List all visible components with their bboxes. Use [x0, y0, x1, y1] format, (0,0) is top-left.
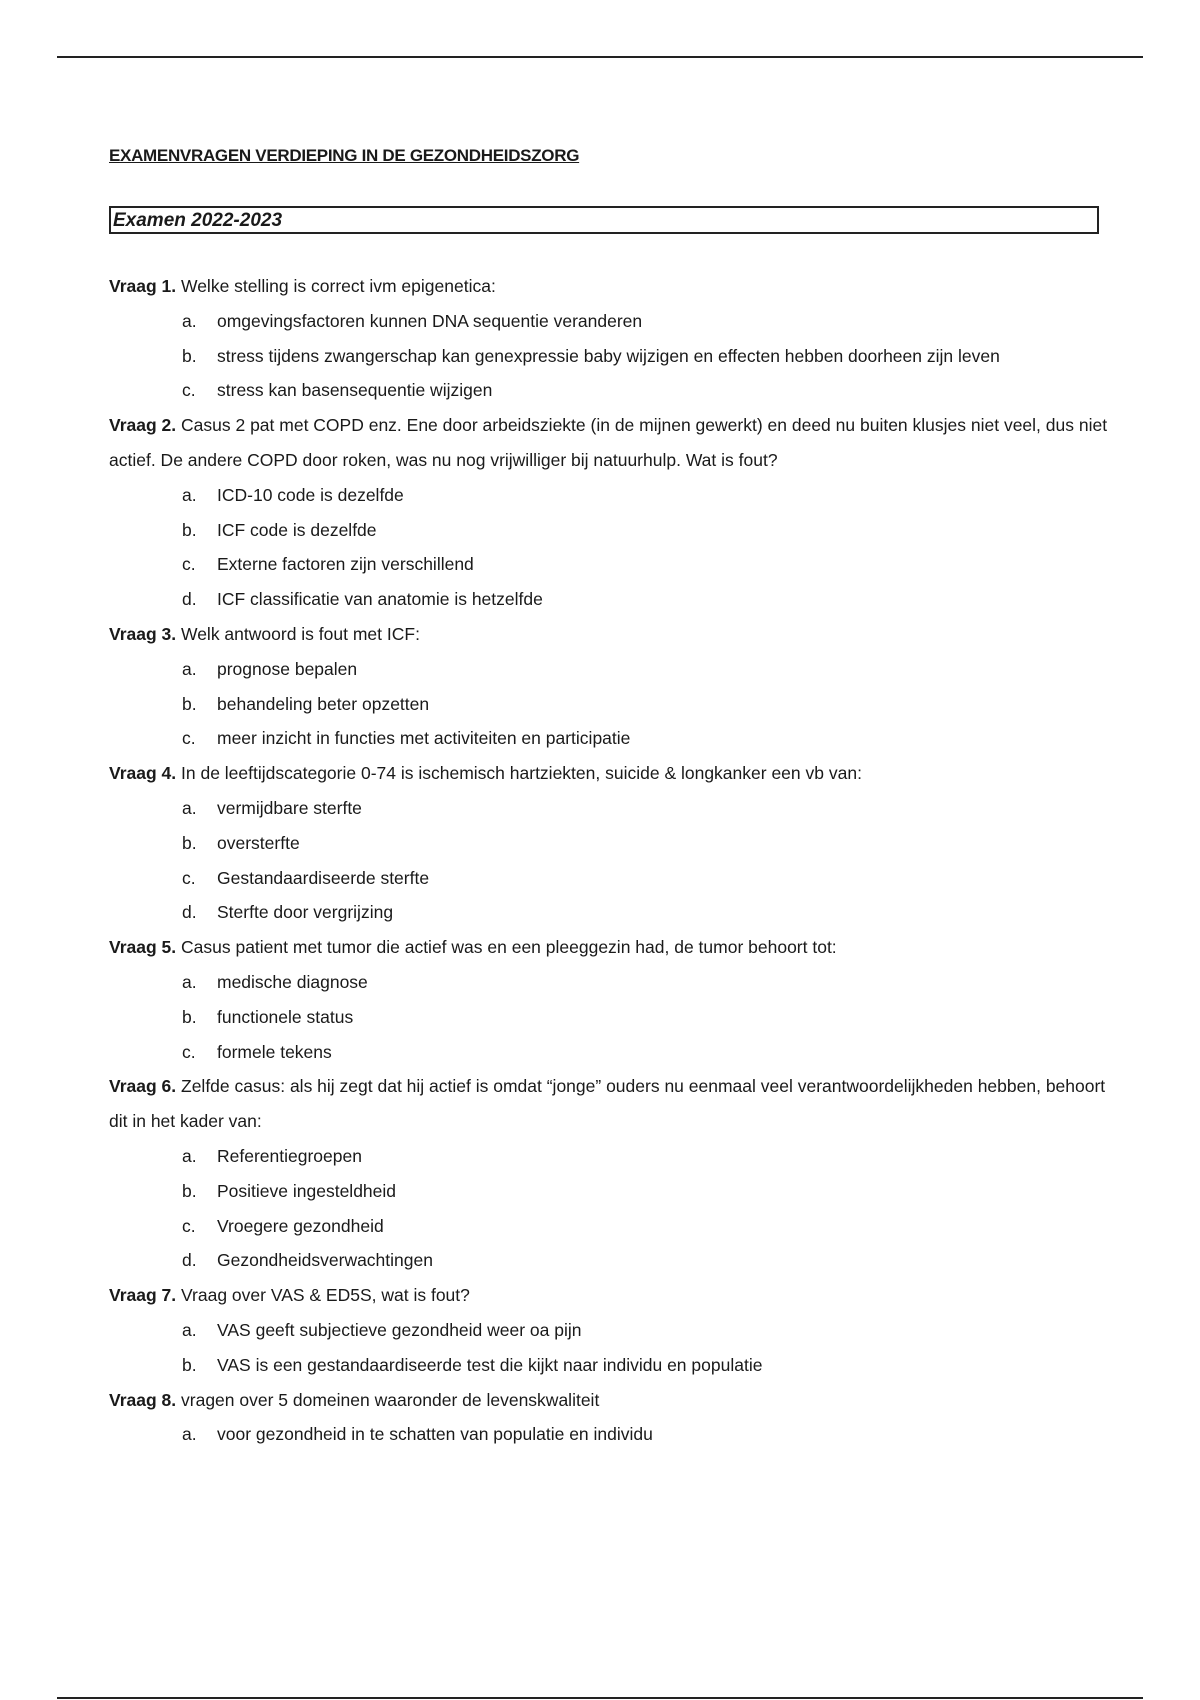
question-body: Vraag over VAS & ED5S, wat is fout? [176, 1285, 470, 1306]
question-number: Vraag 7. [109, 1285, 177, 1306]
answer-option [109, 965, 1109, 1000]
answer-option [109, 373, 1109, 408]
option-letter: a. [182, 1319, 197, 1340]
option-text: Sterfte door vergrijzing [217, 902, 394, 923]
question-6 [109, 1069, 1109, 1278]
option-text: Gestandaardiseerde sterfte [217, 867, 430, 888]
question-text [109, 930, 1109, 965]
page-top-rule [57, 56, 1143, 58]
option-letter: c. [182, 554, 196, 575]
option-text: voor gezondheid in te schatten van populatie en individu [217, 1424, 653, 1445]
answer-options [109, 478, 1109, 617]
option-letter: b. [182, 1180, 197, 1201]
answer-option [109, 1243, 1109, 1278]
answer-option [109, 547, 1109, 582]
option-text: formele tekens [217, 1041, 332, 1062]
question-4 [109, 756, 1109, 930]
option-letter: b. [182, 1354, 197, 1375]
option-text: Gezondheidsverwachtingen [217, 1250, 433, 1271]
page-bottom-rule [57, 1697, 1143, 1699]
question-body: In de leeftijdscategorie 0-74 is ischemisch hartziekten, suicide & longkanker een vb van: [176, 763, 862, 784]
option-letter: a. [182, 310, 197, 331]
option-text: Vroegere gezondheid [217, 1215, 384, 1236]
option-text: behandeling beter opzetten [217, 693, 430, 714]
question-number: Vraag 1. [109, 276, 177, 296]
question-number: Vraag 5. [109, 937, 177, 958]
answer-option [109, 582, 1109, 617]
question-body: Casus patient met tumor die actief was en een pleeggezin had, de tumor behoort tot: [176, 937, 837, 958]
answer-option [109, 304, 1109, 339]
option-text: ICF classificatie van anatomie is hetzelfde [217, 589, 543, 610]
answer-option [109, 826, 1109, 861]
question-3 [109, 617, 1109, 756]
question-text [109, 1383, 1109, 1418]
answer-option [109, 1139, 1109, 1174]
document-title: EXAMENVRAGEN VERDIEPING IN DE GEZONDHEIDSZORG [109, 146, 580, 165]
answer-option [109, 513, 1109, 548]
answer-options [109, 965, 1109, 1069]
option-text: Externe factoren zijn verschillend [217, 554, 474, 575]
question-body: Zelfde casus: als hij zegt dat hij actief is omdat “jonge” ouders nu eenmaal veel verantwoordelijkheden hebben, behoort dit in het kader van: [109, 1076, 1106, 1132]
answer-option [109, 652, 1109, 687]
answer-option [109, 1035, 1109, 1070]
option-letter: a. [182, 1145, 197, 1166]
answer-option [109, 895, 1109, 930]
question-number: Vraag 4. [109, 763, 177, 784]
option-text: VAS geeft subjectieve gezondheid weer oa pijn [217, 1319, 582, 1340]
option-letter: b. [182, 345, 197, 366]
answer-option [109, 1000, 1109, 1035]
exam-year-heading: Examen 2022-2023 [109, 206, 1099, 234]
question-number: Vraag 8. [109, 1389, 177, 1410]
answer-option [109, 1174, 1109, 1209]
question-number: Vraag 2. [109, 415, 177, 436]
question-body: Casus 2 pat met COPD enz. Ene door arbeidsziekte (in de mijnen gewerkt) en deed nu buiten klusjes niet veel, dus niet actief. De andere COPD door roken, was nu nog vrijwilliger bij natuurhulp. Wat is fout? [109, 415, 1108, 470]
question-5 [109, 930, 1109, 1069]
option-letter: c. [182, 728, 196, 749]
document-body [109, 145, 1109, 1452]
option-letter: b. [182, 693, 197, 714]
option-text: meer inzicht in functies met activiteiten en participatie [217, 728, 631, 749]
option-letter: a. [182, 1424, 197, 1445]
option-letter: d. [182, 1250, 197, 1271]
option-letter: c. [182, 380, 196, 401]
option-text: VAS is een gestandaardiseerde test die kijkt naar individu en populatie [217, 1354, 763, 1375]
option-text: functionele status [217, 1006, 354, 1027]
option-text: Referentiegroepen [217, 1145, 362, 1166]
option-text: oversterfte [217, 832, 300, 853]
answer-option [109, 721, 1109, 756]
question-list [109, 269, 1109, 1452]
option-text: omgevingsfactoren kunnen DNA sequentie veranderen [217, 310, 643, 331]
option-letter: c. [182, 1041, 196, 1062]
question-8 [109, 1383, 1109, 1453]
answer-option [109, 791, 1109, 826]
question-body: vragen over 5 domeinen waaronder de levenskwaliteit [176, 1389, 600, 1410]
option-letter: c. [182, 867, 196, 888]
question-text [109, 617, 1109, 652]
answer-options [109, 652, 1109, 756]
option-text: ICD-10 code is dezelfde [217, 484, 404, 505]
question-7 [109, 1278, 1109, 1382]
answer-option [109, 687, 1109, 722]
option-letter: a. [182, 971, 197, 992]
option-letter: b. [182, 832, 197, 853]
answer-options [109, 1417, 1109, 1452]
answer-option [109, 861, 1109, 896]
answer-option [109, 339, 1109, 374]
question-number: Vraag 3. [109, 623, 177, 644]
option-text: stress tijdens zwangerschap kan genexpressie baby wijzigen en effecten hebben doorheen zijn leven [217, 345, 1000, 366]
option-text: stress kan basensequentie wijzigen [217, 380, 493, 401]
question-text [109, 408, 1109, 478]
option-letter: c. [182, 1215, 196, 1236]
answer-option [109, 1313, 1109, 1348]
answer-option [109, 1348, 1109, 1383]
answer-options [109, 1313, 1109, 1383]
option-letter: a. [182, 797, 197, 818]
question-body: Welke stelling is correct ivm epigenetica: [176, 276, 496, 296]
option-letter: a. [182, 658, 197, 679]
option-text: prognose bepalen [217, 658, 358, 679]
option-letter: a. [182, 484, 197, 505]
option-text: Positieve ingesteldheid [217, 1180, 397, 1201]
option-letter: b. [182, 1006, 197, 1027]
option-text: medische diagnose [217, 971, 368, 992]
question-text [109, 1069, 1109, 1139]
option-text: vermijdbare sterfte [217, 797, 362, 818]
option-letter: d. [182, 589, 197, 610]
question-1 [109, 269, 1109, 408]
option-letter: b. [182, 519, 197, 540]
option-letter: d. [182, 902, 197, 923]
option-text: ICF code is dezelfde [217, 519, 377, 540]
answer-options [109, 1139, 1109, 1278]
question-2 [109, 408, 1109, 617]
question-body: Welk antwoord is fout met ICF: [176, 623, 420, 644]
answer-option [109, 1417, 1109, 1452]
answer-option [109, 1209, 1109, 1244]
answer-options [109, 304, 1109, 408]
question-text [109, 1278, 1109, 1313]
question-text [109, 756, 1109, 791]
answer-options [109, 791, 1109, 930]
question-text [109, 269, 1109, 304]
question-number: Vraag 6. [109, 1076, 177, 1097]
answer-option [109, 478, 1109, 513]
